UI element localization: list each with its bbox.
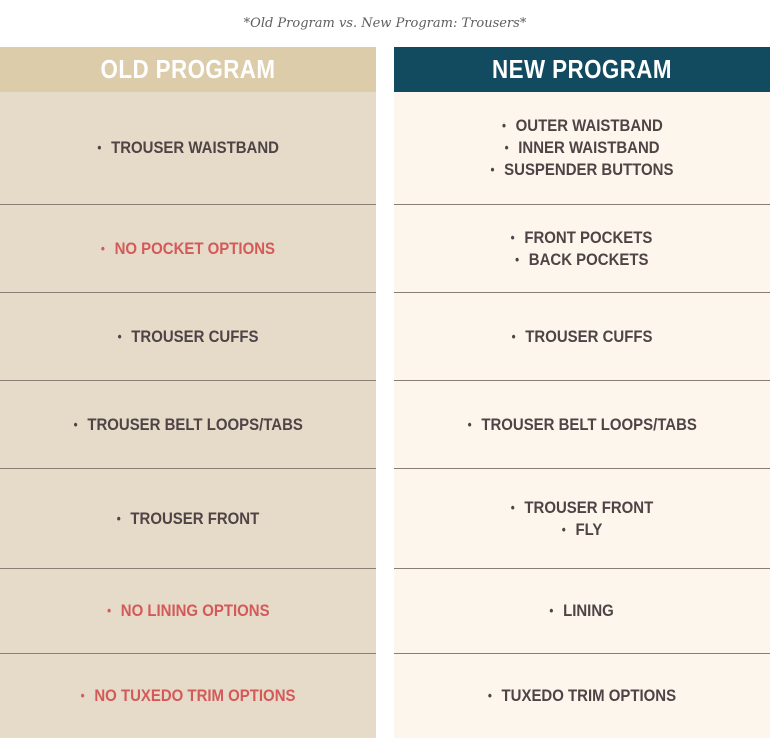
bullet-icon: • [487,688,492,703]
bullet-icon: • [511,328,516,344]
list-item-label: FRONT POCKETS [524,227,653,247]
list-item [490,159,673,181]
table-row [0,92,376,204]
list-item-label: LINING [563,601,615,620]
list-item-label: TUXEDO TRIM OPTIONS [501,686,677,705]
list-item [97,137,279,159]
list-item-label: TROUSER BELT LOOPS/TABS [481,414,697,434]
list-item-label: FLY [575,519,603,539]
list-item-label: BACK POCKETS [528,249,649,269]
bullet-icon: • [106,603,111,618]
table-row [0,204,376,292]
list-item-label: TROUSER FRONT [524,497,654,517]
list-item-label: TROUSER CUFFS [525,326,653,346]
table-row [394,468,770,568]
list-item-label: TROUSER BELT LOOPS/TABS [87,414,303,434]
table-row [0,568,376,653]
table-row [394,380,770,468]
list-item [512,326,653,348]
new-program-rows [394,92,770,738]
table-row [0,292,376,380]
bullet-icon: • [504,140,509,155]
table-row [394,653,770,738]
old-program-column [0,47,376,738]
new-program-header-label: NEW PROGRAM [492,54,672,84]
table-row [394,92,770,204]
list-item-label: TROUSER WAISTBAND [110,138,279,157]
table-row [0,380,376,468]
bullet-icon: • [117,328,122,344]
list-item [550,600,614,622]
bullet-icon: • [561,521,566,537]
list-item [107,600,269,622]
bullet-icon: • [490,162,495,177]
list-item [118,326,259,348]
table-row [394,292,770,380]
old-program-header-label: OLD PROGRAM [100,54,276,84]
bullet-icon: • [549,603,554,618]
list-item [505,137,660,159]
bullet-icon: • [116,510,121,526]
list-item [73,414,302,436]
table-row [0,653,376,738]
bullet-icon: • [515,251,520,267]
table-row [0,468,376,568]
list-item [488,685,676,707]
new-program-header [394,47,770,92]
list-item [511,497,654,519]
list-item [101,238,275,260]
bullet-icon: • [97,140,102,155]
old-program-rows [0,92,376,738]
bullet-icon: • [510,499,515,515]
new-program-column [394,47,770,738]
old-program-header [0,47,376,92]
table-row [394,204,770,292]
list-item-label: NO TUXEDO TRIM OPTIONS [94,686,296,705]
bullet-icon: • [73,416,78,432]
bullet-icon: • [501,118,506,133]
bullet-icon: • [467,416,472,432]
list-item [562,519,603,541]
list-item [117,508,260,530]
list-item [81,685,296,707]
list-item [511,227,653,249]
list-item-label: SUSPENDER BUTTONS [504,160,674,179]
list-item-label: NO POCKET OPTIONS [114,238,276,258]
list-item [515,249,648,271]
list-item-label: TROUSER FRONT [130,508,260,528]
list-item-label: INNER WAISTBAND [518,138,660,157]
caption: *Old Program vs. New Program: Trousers* [243,15,527,31]
list-item [467,414,696,436]
list-item-label: OUTER WAISTBAND [515,116,663,135]
list-item-label: NO LINING OPTIONS [120,601,270,620]
list-item [502,115,663,137]
bullet-icon: • [511,229,516,245]
table-row [394,568,770,653]
bullet-icon: • [100,240,105,256]
bullet-icon: • [80,688,85,703]
list-item-label: TROUSER CUFFS [131,326,259,346]
